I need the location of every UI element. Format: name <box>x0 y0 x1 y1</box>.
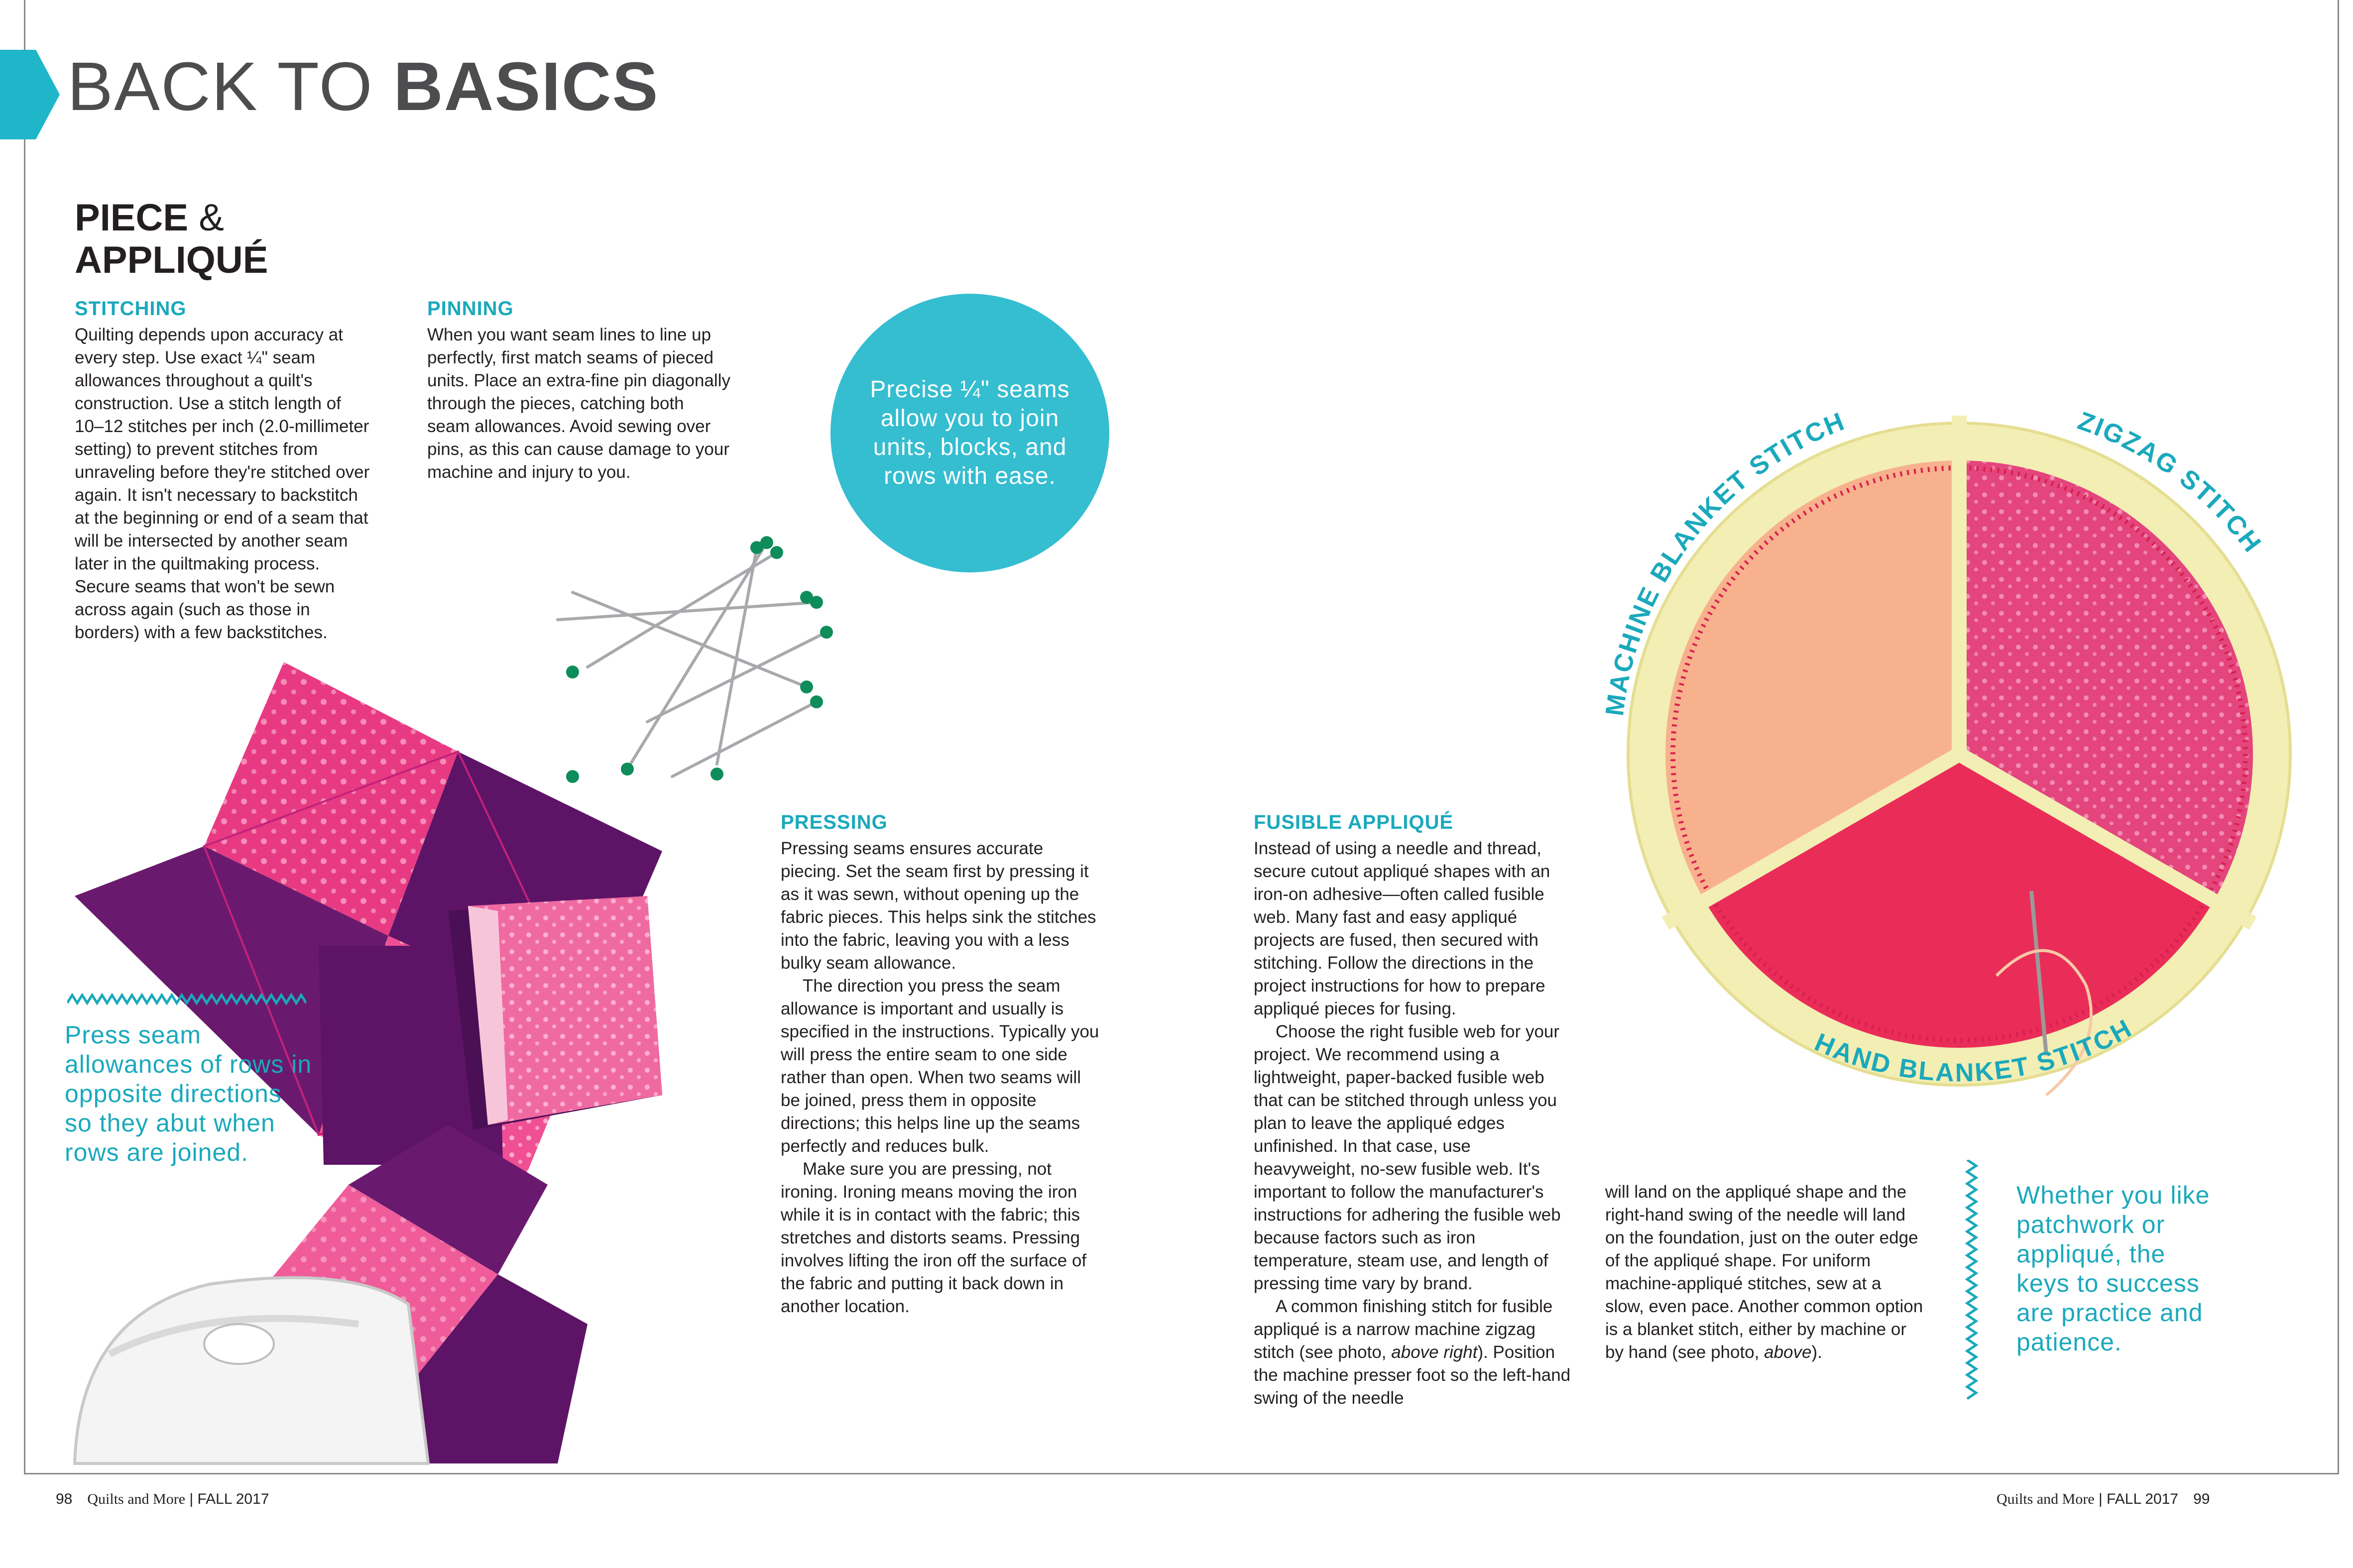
page-number-left: 98 <box>56 1491 73 1507</box>
hand-blanket-stitch-label: HAND BLANKET STITCH <box>1810 1013 2137 1088</box>
pinning-body: When you want seam lines to line up perfectly, first match seams of pieced units. Place an extra-fine pin diagonally through the pieces, catching both seam allowances. Avoid sewing over pins, as this can cause damage to your machine and injury to you. <box>427 325 730 482</box>
svg-text:MACHINE BLANKET STITCH <box>1600 407 1849 717</box>
stitching-body: Quilting depends upon accuracy at every step. Use exact ¼" seam allowances throughout a quilt's construction. Use a stitch length of 10–12 stitches per inch (2.0-millimeter setting) to prevent stitches from unraveling before they're stitched over again. It isn't necessary to backstitch at the beginning or end of a seam that will be intersected by another seam later in the quiltmaking process. Secure seams that won't be sewn across again (such as those in borders) with a few backstitches. <box>75 325 370 642</box>
fusible-applique-body: Instead of using a needle and thread, secure cutout appliqué shapes with an iron-on adhesive—often called fusible web. Many fast and easy appliqué projects are fused, then secured with stitching. Follow the directions in the project instructions for how to prepare appliqué pieces for fusing. Choose the right fusible web for your project. We recommend using a lightweight, paper-backed fusible web that can be stitched through unless you plan to leave the appliqué edges unfinished. In that case, use heavyweight, no-sew fusible web. It's important to follow the manufacturer's instructions for adhering the fusible web because factors such as iron temperature, steam use, and length of pressing time vary by brand. A common finishing stitch for fusible appliqué is a narrow machine zigzag stitch (see photo, above right). Position the machine presser foot so the left-hand swing of the needle <box>1254 839 1571 1408</box>
page-number-right: 99 <box>2193 1491 2210 1507</box>
stitching-heading: STITCHING <box>75 298 187 320</box>
pressing-body: Pressing seams ensures accurate piecing. Set the seam first by pressing it as it was sewn, without opening up the fabric pieces. This helps sink the stitches into the fabric, leaving you with a less bulky seam allowance. The direction you press the seam allowance is important and usually is specified in the instructions. Typically you will press the entire seam to one side rather than open. When two seams will be joined, press them in opposite directions; this helps line up the seams perfectly and reduces bulk. Make sure you are pressing, not ironing. Ironing means moving the iron while it is in contact with the fabric; this stretches and distorts seams. Pressing involves lifting the iron off the surface of the fabric and putting it back down in another location. <box>781 839 1099 1316</box>
svg-text:HAND BLANKET STITCH <box>1810 1013 2137 1088</box>
section-title: PIECE & APPLIQUÉ <box>75 197 268 282</box>
zigzag-rule-top <box>67 993 306 1006</box>
press-seam-pull-quote: Press seam allowances of rows in opposite directions so they abut when rows are joined. <box>65 1021 312 1166</box>
footer-left: 98 Quilts and More | FALL 2017 <box>56 1491 269 1507</box>
pressing-heading: PRESSING <box>781 811 888 833</box>
fusible-applique-heading: FUSIBLE APPLIQUÉ <box>1254 811 1454 833</box>
footer-right: Quilts and More | FALL 2017 99 <box>1997 1491 2210 1507</box>
wheel-labels <box>1543 338 2353 1185</box>
fusible-applique-body-continued: will land on the appliqué shape and the right-hand swing of the needle will land on the foundation, just on the outer edge of the appliqué shape. For uniform machine-appliqué stitches, sew at a slow, even pace. Another common option is a blanket stitch, either by machine or by hand (see photo, above). <box>1605 1182 1923 1362</box>
zigzag-rule-vertical <box>1964 1160 1979 1404</box>
machine-blanket-stitch-label: MACHINE BLANKET STITCH <box>1600 407 1850 718</box>
seam-callout-circle: Precise ¼" seams allow you to join units, blocks, and rows with ease. <box>830 294 1109 572</box>
magazine-name-right: Quilts and More <box>1997 1491 2095 1507</box>
zigzag-stitch-label: ZIGZAG STITCH <box>2074 406 2267 559</box>
page-title: BACK TO BASICS <box>67 48 659 125</box>
svg-text:ZIGZAG STITCH <box>2074 406 2267 559</box>
magazine-name-left: Quilts and More <box>87 1491 186 1507</box>
whether-pull-quote: Whether you like patchwork or appliqué, the keys to success are practice and patience. <box>2016 1181 2210 1356</box>
pinning-heading: PINNING <box>427 298 514 320</box>
